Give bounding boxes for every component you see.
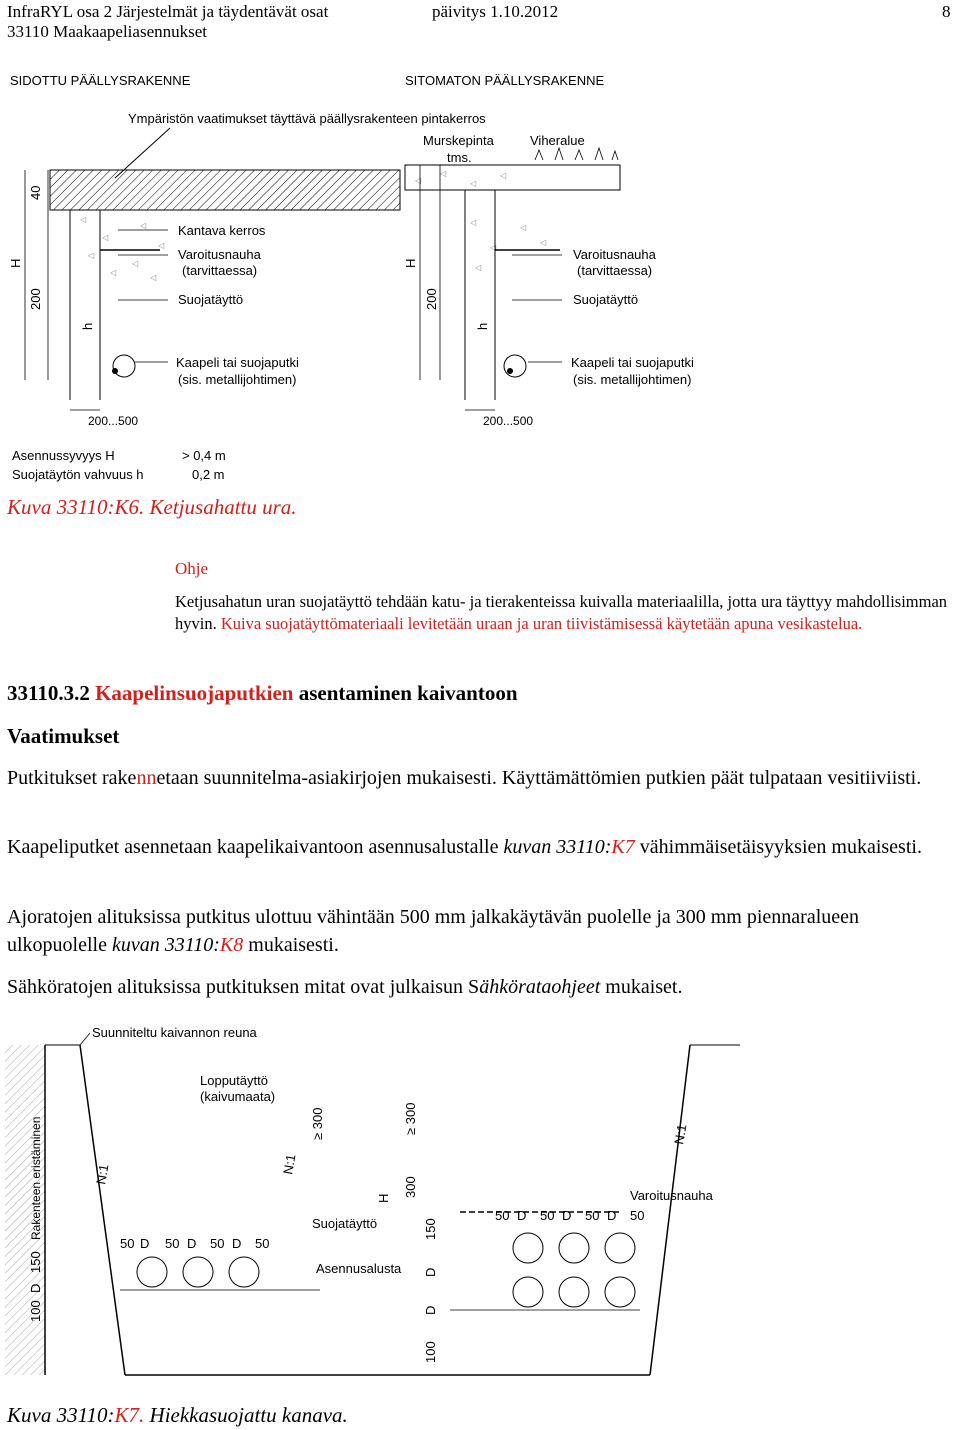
svg-text:◁: ◁ (158, 241, 165, 250)
dim-100-right: 100 (423, 1341, 438, 1363)
svg-text:◁: ◁ (500, 171, 507, 180)
svg-text:◁: ◁ (140, 221, 147, 230)
dim-D-right-2: D (423, 1305, 438, 1315)
p4-text-b: mukaiset. (605, 976, 683, 998)
pipe (559, 1233, 589, 1263)
section-number: 33110.3.2 (7, 681, 90, 705)
section-title-rest: asentaminen kaivantoon (298, 681, 518, 705)
dim-h-left: h (80, 322, 95, 330)
figure-k7-diagram (0, 1015, 760, 1385)
subheading-vaatimukset: Vaatimukset (7, 724, 120, 748)
ohje-text-red: Kuiva suojatäyttömateriaali levitetään uraan ja uran tiivistämisessä käytetään apuna vesikastelua. (220, 614, 863, 633)
dim-H-left: H (8, 258, 23, 268)
dim-h-right: h (475, 322, 490, 330)
p4-text-a: Sähköratojen alituksissa putkituksen mitat ovat julkaisun S (7, 976, 480, 998)
svg-text:50: 50 (210, 1236, 225, 1251)
dim-150-left: 150 (28, 1251, 43, 1273)
label-varoitusnauha-k7: Varoitusnauha (630, 1188, 713, 1203)
svg-text:◁: ◁ (490, 243, 497, 252)
svg-text:◁: ◁ (475, 263, 482, 272)
pipe (559, 1277, 589, 1307)
top-note: Ympäristön vaatimukset täyttävä päällysrakenteen pintakerros (128, 111, 486, 126)
svg-text:◁: ◁ (80, 215, 87, 224)
svg-text:◁: ◁ (88, 251, 95, 260)
p1-text-c: etaan suunnitelma-asiakirjojen mukaisesti. Käyttämättömien putkien päät tulpataan vesitiiviisti. (156, 767, 922, 789)
figure-k7-caption (7, 1403, 348, 1428)
svg-text:50: 50 (495, 1208, 510, 1223)
svg-text:D: D (187, 1236, 197, 1251)
asphalt-layer-left (50, 170, 400, 210)
label-murske-line1: Murskepinta (423, 133, 494, 148)
legend-h-label: Suojatäytön vahvuus h (12, 467, 144, 482)
label-kaapeli-line2-right: (sis. metallijohtimen) (573, 372, 692, 387)
dim-300: 300 (403, 1176, 418, 1198)
gravel-surface-right (405, 165, 620, 190)
svg-text:◁: ◁ (520, 223, 527, 232)
label-varoitus-line2-left: (tarvittaessa) (182, 263, 258, 278)
slope-mid: N:1 (280, 1152, 299, 1176)
p2-ref[interactable]: kuvan 33110: (503, 836, 612, 858)
dim-200-right: 200 (424, 288, 439, 310)
figure-k6-caption (7, 495, 297, 520)
trench-slope-left (80, 1045, 125, 1375)
label-varoitus-line1-right: Varoitusnauha (573, 247, 656, 262)
figure-k7-caption-num: Kuva 33110: (7, 1403, 115, 1427)
svg-text:◁: ◁ (415, 176, 422, 185)
svg-text:50: 50 (585, 1208, 600, 1223)
pipe (183, 1257, 213, 1287)
figure-k6-diagram (0, 60, 960, 490)
label-viheralue: Viheralue (530, 133, 585, 148)
pipes-left (137, 1257, 259, 1287)
svg-text:D: D (517, 1208, 527, 1223)
page-number: 8 (942, 2, 951, 21)
svg-text:D: D (562, 1208, 572, 1223)
label-lopputaytto-line1: Lopputäyttö (200, 1073, 268, 1088)
header-title-line2: 33110 Maakaapeliasennukset (7, 22, 207, 41)
p2-ref-red[interactable]: K7 (611, 836, 635, 858)
slope-left: N:1 (93, 1162, 112, 1186)
paragraph-1 (7, 764, 952, 792)
p3-text-b: mukaisesti. (248, 934, 339, 956)
dim-150-right: 150 (423, 1218, 438, 1240)
svg-text:◁: ◁ (470, 218, 477, 227)
pipes-right (513, 1233, 635, 1307)
header-update: päivitys 1.10.2012 (432, 2, 559, 21)
svg-text:50: 50 (540, 1208, 555, 1223)
label-kaapeli-line1-left: Kaapeli tai suojaputki (176, 355, 299, 370)
svg-text:◁: ◁ (102, 233, 109, 242)
p4-text-italic[interactable]: ähkörataohjeet (479, 976, 601, 998)
figure-k7-caption-num-red: K7. (114, 1403, 145, 1427)
header-title-line1: InfraRYL osa 2 Järjestelmät ja täydentävät osat (7, 2, 329, 21)
legend-H-value: > 0,4 m (182, 448, 226, 463)
dim-width-right: 200...500 (483, 414, 534, 428)
header-title (7, 2, 328, 42)
label-suojataytto-k7: Suojatäyttö (312, 1216, 378, 1231)
pipe (137, 1257, 167, 1287)
label-suunniteltu: Suunniteltu kaivannon reuna (92, 1025, 257, 1040)
dim-D-left: D (28, 1283, 43, 1293)
dim-100-left: 100 (28, 1300, 43, 1322)
heading-sidottu: SIDOTTU PÄÄLLYSRAKENNE (10, 73, 191, 88)
pipe (605, 1277, 635, 1307)
label-rakenteen: Rakenteen eristäminen (29, 1116, 43, 1240)
legend-H-label: Asennussyvyys H (12, 448, 115, 463)
section-title-red: Kaapelinsuojaputkien (95, 681, 294, 705)
svg-text:◁: ◁ (150, 273, 157, 282)
p2-text-a: Kaapeliputket asennetaan kaapelikaivantoon asennusalustalle (7, 836, 499, 858)
p3-ref[interactable]: kuvan 33110: (111, 934, 220, 956)
pipe (229, 1257, 259, 1287)
cable-core-left (112, 368, 118, 374)
paragraph-3 (7, 903, 952, 959)
label-kantava: Kantava kerros (178, 223, 266, 238)
svg-text:◁: ◁ (470, 179, 477, 188)
figure-k7-caption-text: Hiekkasuojattu kanava. (149, 1403, 348, 1427)
label-kaapeli-line1-right: Kaapeli tai suojaputki (571, 355, 694, 370)
svg-text:D: D (232, 1236, 242, 1251)
svg-text:◁: ◁ (110, 268, 117, 277)
svg-text:50: 50 (255, 1236, 270, 1251)
ohje-title: Ohje (175, 559, 209, 578)
svg-text:50: 50 (630, 1208, 645, 1223)
svg-text:◁: ◁ (132, 259, 139, 268)
aggregate-dots-left (80, 215, 165, 282)
ohje-text (175, 591, 957, 635)
section-heading (7, 681, 518, 706)
cable-right (504, 355, 526, 377)
figure-k6-caption-text: Ketjusahattu ura. (149, 495, 297, 519)
cable-core-right (507, 368, 513, 374)
figure-k6-caption-num: Kuva 33110:K6. (7, 495, 145, 519)
p2-text-b: vähimmäisetäisyyksien mukaisesti. (639, 836, 922, 858)
label-asennusalusta-k7: Asennusalusta (316, 1261, 402, 1276)
paragraph-4 (7, 973, 952, 1001)
p3-ref-red[interactable]: K8 (219, 934, 244, 956)
p1-text-red: nn (136, 767, 157, 789)
dim-200-left: 200 (28, 288, 43, 310)
dim-D-right-1: D (423, 1267, 438, 1277)
dim-40-left: 40 (28, 185, 43, 200)
pipe (513, 1233, 543, 1263)
label-varoitus-line1-left: Varoitusnauha (178, 247, 261, 262)
dim-H-right: H (403, 258, 418, 268)
label-suojataytto-right: Suojatäyttö (573, 292, 639, 307)
label-lopputaytto-line2: (kaivumaata) (200, 1089, 276, 1104)
svg-text:50: 50 (165, 1236, 180, 1251)
svg-text:◁: ◁ (540, 238, 547, 247)
svg-text:◁: ◁ (440, 169, 447, 178)
label-varoitus-line2-right: (tarvittaessa) (577, 263, 653, 278)
label-kaapeli-line2-left: (sis. metallijohtimen) (178, 372, 297, 387)
svg-text:D: D (140, 1236, 150, 1251)
label-suojataytto-left: Suojatäyttö (178, 292, 244, 307)
dim-H-k7: H (376, 1193, 391, 1203)
trench-slope-right (650, 1045, 690, 1375)
p3-text-a: Ajoratojen alituksissa putkitus ulottuu vähintään 500 mm jalkakäytävän puolelle ja 300 mm piennaralueen ulkopuolelle (7, 906, 860, 956)
svg-text:D: D (607, 1208, 617, 1223)
pipe (605, 1233, 635, 1263)
spacing-labels-left (120, 1236, 269, 1251)
pipe (513, 1277, 543, 1307)
ohje-text-black: Ketjusahatun uran suojatäyttö tehdään katu- ja tierakenteissa kuivalla materiaalilla, jotta ura täyttyy mahdollisimman hyvin. (175, 592, 948, 633)
heading-sitomaton: SITOMATON PÄÄLLYSRAKENNE (405, 73, 605, 88)
spacing-labels-right (495, 1208, 644, 1223)
dim-width-left: 200...500 (88, 414, 139, 428)
legend-h-value: 0,2 m (192, 467, 225, 482)
slope-right: N:1 (671, 1122, 690, 1146)
svg-text:50: 50 (120, 1236, 135, 1251)
grass-marks (535, 148, 618, 160)
dim-ge300-right: ≥ 300 (403, 1102, 418, 1135)
label-murske-line2: tms. (447, 150, 472, 165)
paragraph-2 (7, 833, 952, 861)
dim-ge300-mid: ≥ 300 (310, 1107, 325, 1140)
p1-text-a: Putkitukset rake (7, 767, 137, 789)
